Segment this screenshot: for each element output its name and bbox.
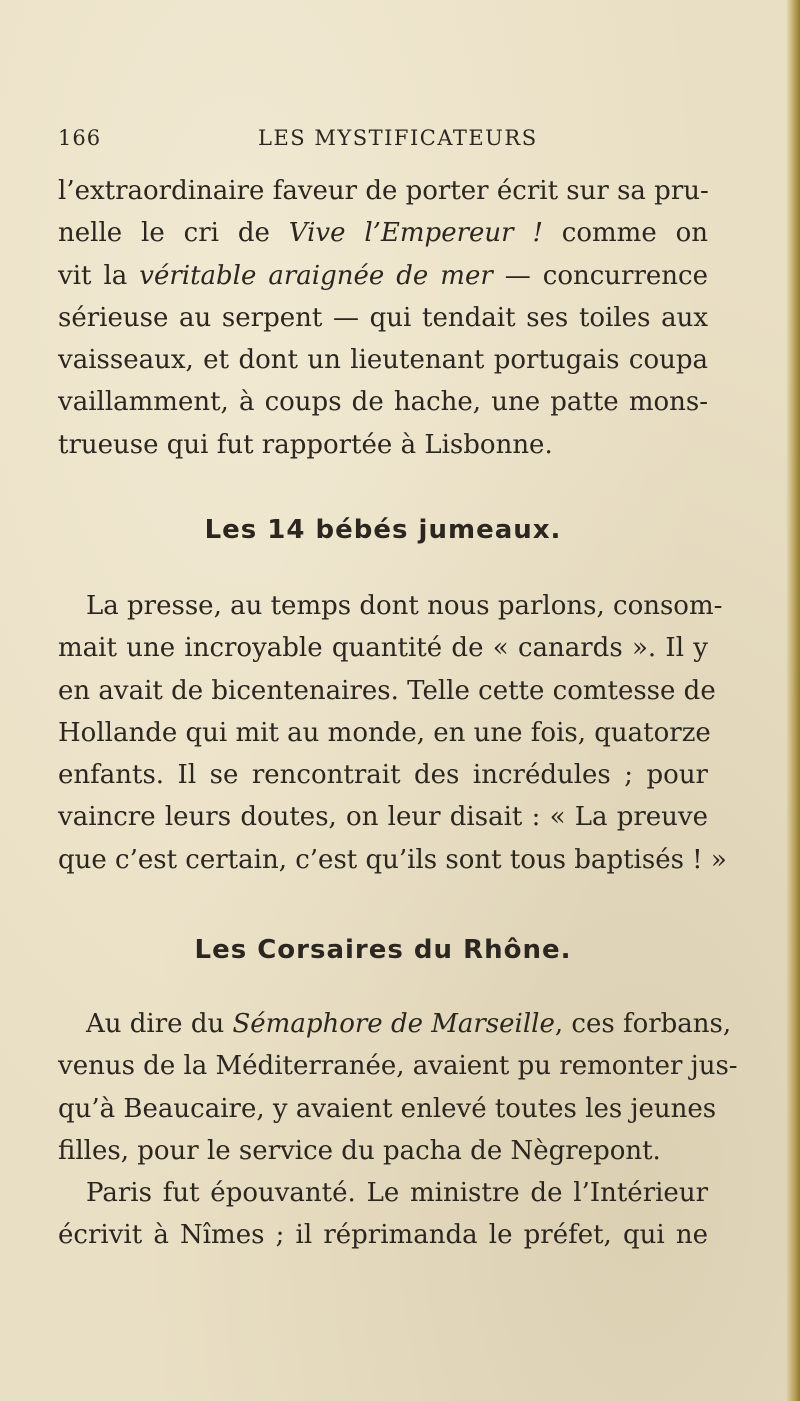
text-line: venus de la Méditerranée, avaient pu remonter jus- [58, 1051, 738, 1082]
running-head: LES MYSTIFICATEURS [258, 126, 538, 150]
page-number: 166 [58, 126, 102, 150]
text-line: mait une incroyable quantité de « canards ». Il y [58, 633, 708, 664]
text-line: vaillamment, à coups de hache, une patte mons- [58, 387, 708, 418]
paragraph-corsaires [58, 1003, 738, 1257]
text-line: l’extraordinaire faveur de porter écrit sur sa pru- [58, 176, 709, 206]
text-line: La presse, au temps dont nous parlons, consom- [86, 591, 723, 621]
text-line: Hollande qui mit au monde, en une fois, quatorze [58, 717, 711, 748]
text-line: vit la véritable araignée de mer — concurrence [58, 260, 708, 291]
paragraph-bebes [58, 585, 727, 881]
text-line: filles, pour le service du pacha de Nègrepont. [58, 1135, 661, 1166]
italic-phrase: Sémaphore de Marseille [232, 1009, 555, 1039]
text-line: que c’est certain, c’est qu’ils sont tous baptisés ! » [58, 844, 727, 875]
italic-phrase: Vive l’Empereur ! [288, 218, 543, 249]
text-line: vaincre leurs doutes, on leur disait : « La preuve [58, 802, 708, 833]
page-header [58, 120, 708, 156]
page-edge [786, 0, 800, 1401]
section-heading-bebes: Les 14 bébés jumeaux. [204, 515, 562, 545]
text-line: en avait de bicentenaires. Telle cette comtesse de [58, 675, 716, 706]
text-line: vaisseaux, et dont un lieutenant portugais coupa [58, 345, 708, 376]
text-line: trueuse qui fut rapportée à Lisbonne. [58, 429, 553, 460]
text-line: Paris fut épouvanté. Le ministre de l’Intérieur [86, 1178, 708, 1209]
text-line: écrivit à Nîmes ; il réprimanda le préfet, qui ne [58, 1220, 708, 1251]
paragraph-araignee [58, 170, 708, 466]
text-line: Au dire du Sémaphore de Marseille, ces forbans, [86, 1009, 732, 1039]
section-heading-corsaires: Les Corsaires du Rhône. [194, 935, 572, 965]
italic-phrase: véritable araignée de mer [139, 260, 493, 291]
text-line: enfants. Il se rencontrait des incrédules ; pour [58, 760, 708, 791]
text-line: sérieuse au serpent — qui tendait ses toiles aux [58, 302, 708, 333]
text-line: qu’à Beaucaire, y avaient enlevé toutes les jeunes [58, 1093, 717, 1124]
text-line: nelle le cri de Vive l’Empereur ! comme on [58, 218, 709, 249]
